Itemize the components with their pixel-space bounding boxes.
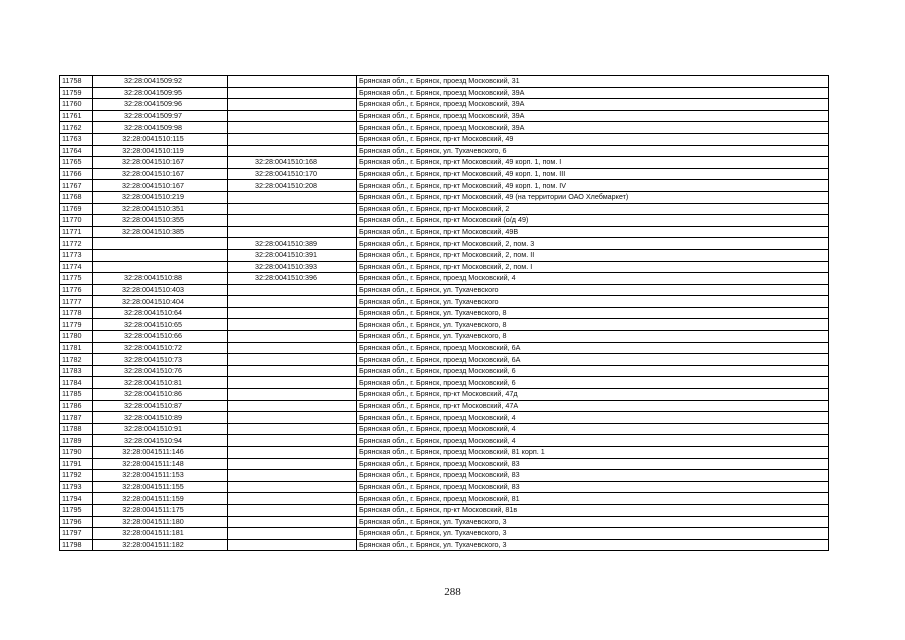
table-row — [60, 168, 829, 180]
cadastral-number-cell: 32:28:0041510:65 — [93, 319, 228, 331]
address-cell: Брянская обл., г. Брянск, пр-кт Московский, 49 корп. 1, пом. IV — [357, 180, 829, 192]
cadastral-number-cell: 32:28:0041509:98 — [93, 122, 228, 134]
cadastral-number-cell: 32:28:0041509:96 — [93, 99, 228, 111]
address-cell: Брянская обл., г. Брянск, пр-кт Московский, 2 — [357, 203, 829, 215]
table-row — [60, 458, 829, 470]
row-number-cell: 11773 — [60, 249, 93, 261]
sub-cadastral-number-cell — [228, 458, 357, 470]
cadastral-number-cell: 32:28:0041511:146 — [93, 447, 228, 459]
table-row — [60, 215, 829, 227]
row-number-cell: 11768 — [60, 191, 93, 203]
sub-cadastral-number-cell — [228, 110, 357, 122]
table-row — [60, 238, 829, 250]
row-number-cell: 11796 — [60, 516, 93, 528]
cadastral-number-cell: 32:28:0041509:92 — [93, 76, 228, 88]
row-number-cell: 11792 — [60, 470, 93, 482]
sub-cadastral-number-cell — [228, 226, 357, 238]
table-row — [60, 389, 829, 401]
table-row — [60, 493, 829, 505]
row-number-cell: 11764 — [60, 145, 93, 157]
address-cell: Брянская обл., г. Брянск, пр-кт Московский, 81в — [357, 504, 829, 516]
cadastral-number-cell: 32:28:0041510:167 — [93, 168, 228, 180]
cadastral-number-cell: 32:28:0041510:385 — [93, 226, 228, 238]
row-number-cell: 11785 — [60, 389, 93, 401]
sub-cadastral-number-cell — [228, 389, 357, 401]
sub-cadastral-number-cell — [228, 365, 357, 377]
row-number-cell: 11780 — [60, 331, 93, 343]
sub-cadastral-number-cell — [228, 331, 357, 343]
row-number-cell: 11776 — [60, 284, 93, 296]
row-number-cell: 11763 — [60, 133, 93, 145]
row-number-cell: 11789 — [60, 435, 93, 447]
table-row — [60, 435, 829, 447]
address-cell: Брянская обл., г. Брянск, проезд Московский, 83 — [357, 470, 829, 482]
sub-cadastral-number-cell — [228, 354, 357, 366]
table-row — [60, 296, 829, 308]
cadastral-table — [59, 75, 829, 551]
row-number-cell: 11760 — [60, 99, 93, 111]
sub-cadastral-number-cell: 32:28:0041510:208 — [228, 180, 357, 192]
address-cell: Брянская обл., г. Брянск, пр-кт Московский, 2, пом. II — [357, 249, 829, 261]
cadastral-number-cell: 32:28:0041510:403 — [93, 284, 228, 296]
table-row — [60, 145, 829, 157]
table-row — [60, 412, 829, 424]
cadastral-number-cell: 32:28:0041510:167 — [93, 180, 228, 192]
row-number-cell: 11772 — [60, 238, 93, 250]
sub-cadastral-number-cell — [228, 481, 357, 493]
cadastral-number-cell: 32:28:0041510:66 — [93, 331, 228, 343]
table-row — [60, 249, 829, 261]
table-row — [60, 342, 829, 354]
cadastral-number-cell: 32:28:0041511:155 — [93, 481, 228, 493]
sub-cadastral-number-cell — [228, 203, 357, 215]
row-number-cell: 11767 — [60, 180, 93, 192]
cadastral-number-cell: 32:28:0041510:119 — [93, 145, 228, 157]
row-number-cell: 11788 — [60, 423, 93, 435]
address-cell: Брянская обл., г. Брянск, ул. Тухачевского, 8 — [357, 307, 829, 319]
address-cell: Брянская обл., г. Брянск, проезд Московский, 6А — [357, 354, 829, 366]
row-number-cell: 11794 — [60, 493, 93, 505]
table-body — [60, 76, 829, 551]
cadastral-number-cell: 32:28:0041510:81 — [93, 377, 228, 389]
table-row — [60, 528, 829, 540]
row-number-cell: 11790 — [60, 447, 93, 459]
sub-cadastral-number-cell — [228, 470, 357, 482]
sub-cadastral-number-cell — [228, 447, 357, 459]
row-number-cell: 11786 — [60, 400, 93, 412]
cadastral-number-cell: 32:28:0041511:153 — [93, 470, 228, 482]
row-number-cell: 11779 — [60, 319, 93, 331]
address-cell: Брянская обл., г. Брянск, пр-кт Московский, 49 корп. 1, пом. I — [357, 157, 829, 169]
row-number-cell: 11775 — [60, 273, 93, 285]
sub-cadastral-number-cell — [228, 377, 357, 389]
sub-cadastral-number-cell — [228, 191, 357, 203]
address-cell: Брянская обл., г. Брянск, ул. Тухачевского, 8 — [357, 319, 829, 331]
address-cell: Брянская обл., г. Брянск, проезд Московский, 83 — [357, 481, 829, 493]
cadastral-number-cell: 32:28:0041510:88 — [93, 273, 228, 285]
address-cell: Брянская обл., г. Брянск, пр-кт Московский, 49 (на территории ОАО Хлебмаркет) — [357, 191, 829, 203]
row-number-cell: 11777 — [60, 296, 93, 308]
table-row — [60, 284, 829, 296]
sub-cadastral-number-cell — [228, 76, 357, 88]
cadastral-number-cell: 32:28:0041509:97 — [93, 110, 228, 122]
row-number-cell: 11774 — [60, 261, 93, 273]
sub-cadastral-number-cell — [228, 284, 357, 296]
address-cell: Брянская обл., г. Брянск, проезд Московский, 39А — [357, 99, 829, 111]
table-row — [60, 319, 829, 331]
sub-cadastral-number-cell — [228, 145, 357, 157]
cadastral-number-cell: 32:28:0041510:86 — [93, 389, 228, 401]
row-number-cell: 11761 — [60, 110, 93, 122]
table-row — [60, 122, 829, 134]
sub-cadastral-number-cell — [228, 319, 357, 331]
row-number-cell: 11769 — [60, 203, 93, 215]
cadastral-number-cell: 32:28:0041511:182 — [93, 539, 228, 551]
sub-cadastral-number-cell — [228, 296, 357, 308]
table-row — [60, 133, 829, 145]
address-cell: Брянская обл., г. Брянск, проезд Московский, 81 — [357, 493, 829, 505]
sub-cadastral-number-cell — [228, 133, 357, 145]
row-number-cell: 11765 — [60, 157, 93, 169]
table-row — [60, 226, 829, 238]
cadastral-number-cell: 32:28:0041510:351 — [93, 203, 228, 215]
table-row — [60, 331, 829, 343]
address-cell: Брянская обл., г. Брянск, пр-кт Московский, 2, пом. I — [357, 261, 829, 273]
cadastral-number-cell: 32:28:0041511:175 — [93, 504, 228, 516]
cadastral-number-cell — [93, 238, 228, 250]
row-number-cell: 11793 — [60, 481, 93, 493]
sub-cadastral-number-cell — [228, 412, 357, 424]
table-row — [60, 157, 829, 169]
address-cell: Брянская обл., г. Брянск, проезд Московский, 31 — [357, 76, 829, 88]
address-cell: Брянская обл., г. Брянск, ул. Тухачевского — [357, 284, 829, 296]
cadastral-number-cell: 32:28:0041510:167 — [93, 157, 228, 169]
sub-cadastral-number-cell: 32:28:0041510:391 — [228, 249, 357, 261]
cadastral-number-cell: 32:28:0041511:181 — [93, 528, 228, 540]
table-row — [60, 365, 829, 377]
cadastral-number-cell: 32:28:0041510:76 — [93, 365, 228, 377]
address-cell: Брянская обл., г. Брянск, проезд Московский, 39А — [357, 122, 829, 134]
sub-cadastral-number-cell — [228, 342, 357, 354]
table-row — [60, 307, 829, 319]
address-cell: Брянская обл., г. Брянск, ул. Тухачевского, 3 — [357, 528, 829, 540]
cadastral-number-cell: 32:28:0041511:159 — [93, 493, 228, 505]
table-row — [60, 99, 829, 111]
cadastral-number-cell: 32:28:0041510:94 — [93, 435, 228, 447]
table-row — [60, 447, 829, 459]
address-cell: Брянская обл., г. Брянск, проезд Московский, 39А — [357, 87, 829, 99]
table-row — [60, 261, 829, 273]
cadastral-number-cell: 32:28:0041510:64 — [93, 307, 228, 319]
address-cell: Брянская обл., г. Брянск, пр-кт Московский, 47д — [357, 389, 829, 401]
cadastral-number-cell — [93, 261, 228, 273]
address-cell: Брянская обл., г. Брянск, проезд Московский, 6А — [357, 342, 829, 354]
address-cell: Брянская обл., г. Брянск, проезд Московский, 6 — [357, 365, 829, 377]
address-cell: Брянская обл., г. Брянск, проезд Московский, 81 корп. 1 — [357, 447, 829, 459]
cadastral-number-cell: 32:28:0041511:148 — [93, 458, 228, 470]
sub-cadastral-number-cell — [228, 539, 357, 551]
sub-cadastral-number-cell — [228, 528, 357, 540]
cadastral-number-cell: 32:28:0041510:89 — [93, 412, 228, 424]
sub-cadastral-number-cell: 32:28:0041510:393 — [228, 261, 357, 273]
cadastral-number-cell: 32:28:0041510:87 — [93, 400, 228, 412]
row-number-cell: 11782 — [60, 354, 93, 366]
sub-cadastral-number-cell — [228, 307, 357, 319]
sub-cadastral-number-cell — [228, 423, 357, 435]
address-cell: Брянская обл., г. Брянск, пр-кт Московский, 49 корп. 1, пом. III — [357, 168, 829, 180]
table-row — [60, 377, 829, 389]
sub-cadastral-number-cell: 32:28:0041510:170 — [228, 168, 357, 180]
table-row — [60, 87, 829, 99]
row-number-cell: 11762 — [60, 122, 93, 134]
table-row — [60, 504, 829, 516]
table-row — [60, 481, 829, 493]
cadastral-number-cell: 32:28:0041509:95 — [93, 87, 228, 99]
row-number-cell: 11791 — [60, 458, 93, 470]
row-number-cell: 11783 — [60, 365, 93, 377]
address-cell: Брянская обл., г. Брянск, ул. Тухачевского, 8 — [357, 331, 829, 343]
sub-cadastral-number-cell: 32:28:0041510:168 — [228, 157, 357, 169]
sub-cadastral-number-cell — [228, 400, 357, 412]
table-row — [60, 423, 829, 435]
table-row — [60, 191, 829, 203]
row-number-cell: 11778 — [60, 307, 93, 319]
row-number-cell: 11759 — [60, 87, 93, 99]
row-number-cell: 11758 — [60, 76, 93, 88]
address-cell: Брянская обл., г. Брянск, пр-кт Московский, 49 — [357, 133, 829, 145]
cadastral-number-cell: 32:28:0041510:355 — [93, 215, 228, 227]
address-cell: Брянская обл., г. Брянск, проезд Московский, 4 — [357, 423, 829, 435]
row-number-cell: 11795 — [60, 504, 93, 516]
cadastral-number-cell: 32:28:0041510:91 — [93, 423, 228, 435]
sub-cadastral-number-cell — [228, 87, 357, 99]
table-row — [60, 354, 829, 366]
row-number-cell: 11771 — [60, 226, 93, 238]
page-number: 288 — [444, 586, 461, 598]
table-row — [60, 110, 829, 122]
row-number-cell: 11784 — [60, 377, 93, 389]
cadastral-number-cell: 32:28:0041510:72 — [93, 342, 228, 354]
address-cell: Брянская обл., г. Брянск, пр-кт Московский (о/д 49) — [357, 215, 829, 227]
cadastral-number-cell: 32:28:0041511:180 — [93, 516, 228, 528]
address-cell: Брянская обл., г. Брянск, ул. Тухачевского, 3 — [357, 539, 829, 551]
row-number-cell: 11770 — [60, 215, 93, 227]
sub-cadastral-number-cell: 32:28:0041510:396 — [228, 273, 357, 285]
address-cell: Брянская обл., г. Брянск, проезд Московский, 4 — [357, 412, 829, 424]
address-cell: Брянская обл., г. Брянск, проезд Московский, 4 — [357, 435, 829, 447]
sub-cadastral-number-cell — [228, 493, 357, 505]
row-number-cell: 11797 — [60, 528, 93, 540]
address-cell: Брянская обл., г. Брянск, ул. Тухачевского, 3 — [357, 516, 829, 528]
sub-cadastral-number-cell: 32:28:0041510:389 — [228, 238, 357, 250]
table-row — [60, 400, 829, 412]
address-cell: Брянская обл., г. Брянск, ул. Тухачевского — [357, 296, 829, 308]
sub-cadastral-number-cell — [228, 516, 357, 528]
row-number-cell: 11787 — [60, 412, 93, 424]
table-row — [60, 180, 829, 192]
cadastral-number-cell: 32:28:0041510:219 — [93, 191, 228, 203]
table-row — [60, 76, 829, 88]
sub-cadastral-number-cell — [228, 122, 357, 134]
address-cell: Брянская обл., г. Брянск, проезд Московский, 6 — [357, 377, 829, 389]
sub-cadastral-number-cell — [228, 215, 357, 227]
table-row — [60, 470, 829, 482]
row-number-cell: 11766 — [60, 168, 93, 180]
address-cell: Брянская обл., г. Брянск, ул. Тухачевского, 6 — [357, 145, 829, 157]
cadastral-number-cell: 32:28:0041510:404 — [93, 296, 228, 308]
address-cell: Брянская обл., г. Брянск, проезд Московский, 83 — [357, 458, 829, 470]
address-cell: Брянская обл., г. Брянск, проезд Московский, 39А — [357, 110, 829, 122]
sub-cadastral-number-cell — [228, 504, 357, 516]
address-cell: Брянская обл., г. Брянск, проезд Московский, 4 — [357, 273, 829, 285]
address-cell: Брянская обл., г. Брянск, пр-кт Московский, 47А — [357, 400, 829, 412]
row-number-cell: 11781 — [60, 342, 93, 354]
table-row — [60, 203, 829, 215]
address-cell: Брянская обл., г. Брянск, пр-кт Московский, 49В — [357, 226, 829, 238]
table-row — [60, 516, 829, 528]
cadastral-number-cell — [93, 249, 228, 261]
cadastral-number-cell: 32:28:0041510:73 — [93, 354, 228, 366]
sub-cadastral-number-cell — [228, 435, 357, 447]
table-row — [60, 539, 829, 551]
row-number-cell: 11798 — [60, 539, 93, 551]
address-cell: Брянская обл., г. Брянск, пр-кт Московский, 2, пом. 3 — [357, 238, 829, 250]
table-row — [60, 273, 829, 285]
cadastral-number-cell: 32:28:0041510:115 — [93, 133, 228, 145]
sub-cadastral-number-cell — [228, 99, 357, 111]
